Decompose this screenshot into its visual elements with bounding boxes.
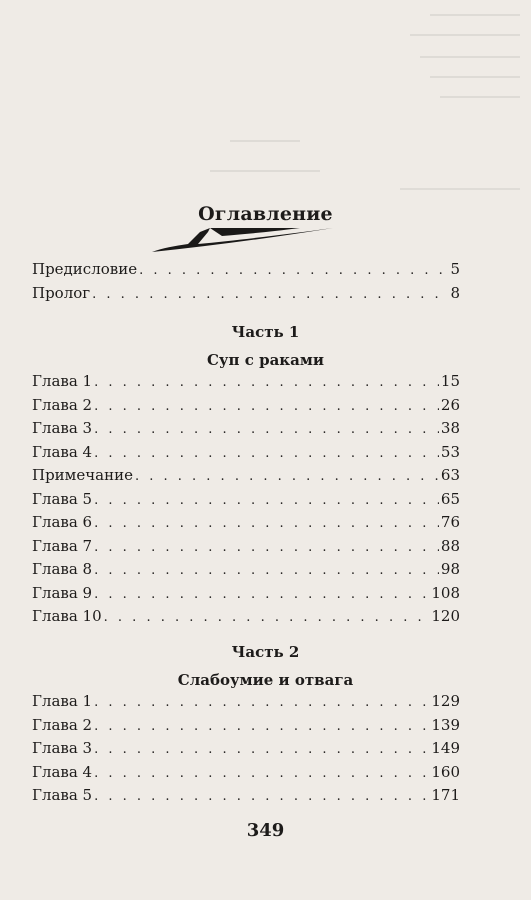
toc-entry — [32, 443, 460, 467]
toc-entry-label: Глава 2 — [32, 395, 93, 414]
toc-entry — [32, 786, 460, 810]
toc-entry-page: 8 — [450, 283, 460, 302]
toc-entry-label: Глава 3 — [32, 739, 93, 757]
leader-dots — [135, 469, 439, 484]
leader-dots — [94, 563, 439, 578]
leader-dots — [139, 263, 448, 278]
part-1-heading: Часть 1 — [231, 323, 300, 341]
leader-dots — [94, 399, 439, 414]
toc-entry — [32, 260, 460, 284]
toc-entry-page: 76 — [440, 513, 460, 531]
toc-entry-page: 88 — [440, 536, 460, 555]
part-2-title: Слабоумие и отвага — [177, 671, 354, 689]
toc-entry-label: Глава 5 — [32, 786, 93, 804]
leader-dots — [94, 493, 439, 508]
toc-entry-page: 15 — [440, 372, 460, 390]
toc-entry-label: Глава 8 — [32, 560, 93, 578]
leader-dots — [94, 446, 439, 461]
title-swoosh-ornament — [150, 224, 335, 258]
toc-entry — [32, 763, 460, 787]
toc-entry-label: Глава 5 — [32, 489, 93, 508]
leader-dots — [94, 742, 429, 757]
toc-entry-label: Глава 1 — [32, 692, 93, 710]
front-matter-list — [32, 260, 460, 307]
leader-dots — [94, 540, 439, 555]
toc-entry — [32, 419, 460, 443]
toc-entry-label: Предисловие — [32, 260, 138, 278]
toc-entry-label: Глава 4 — [32, 442, 93, 461]
toc-entry-label: Глава 1 — [32, 372, 93, 390]
toc-entry-label: Глава 10 — [32, 607, 102, 625]
toc-entry-page: 65 — [440, 489, 460, 508]
toc-entry-page: 108 — [431, 583, 460, 602]
toc-entry — [32, 396, 460, 420]
leader-dots — [94, 516, 439, 531]
leader-dots — [94, 375, 439, 390]
toc-entry-page: 129 — [431, 692, 460, 710]
toc-entry — [32, 739, 460, 763]
toc-entry-page: 139 — [431, 715, 460, 734]
toc-entry-page: 149 — [431, 739, 460, 757]
toc-entry-page: 5 — [450, 260, 460, 278]
page-number: 349 — [246, 820, 285, 841]
toc-entry-label: Глава 6 — [32, 513, 93, 531]
toc-entry — [32, 537, 460, 561]
toc-entry — [32, 560, 460, 584]
show-through-text — [0, 0, 531, 200]
toc-entry — [32, 692, 460, 716]
leader-dots — [94, 422, 439, 437]
toc-entry — [32, 584, 460, 608]
leader-dots — [94, 789, 429, 804]
toc-entry-page: 98 — [440, 560, 460, 578]
toc-entry — [32, 466, 460, 490]
part-2-heading: Часть 2 — [231, 643, 300, 661]
toc-entry-label: Глава 2 — [32, 715, 93, 734]
toc-entry — [32, 607, 460, 631]
part-2-entries — [32, 692, 460, 810]
toc-entry — [32, 716, 460, 740]
leader-dots — [92, 287, 448, 302]
toc-entry-page: 38 — [440, 419, 460, 437]
toc-entry-page: 26 — [440, 395, 460, 414]
toc-entry-page: 171 — [431, 786, 460, 804]
toc-entry — [32, 513, 460, 537]
toc-entry-label: Глава 9 — [32, 583, 93, 602]
leader-dots — [94, 766, 429, 781]
toc-entry — [32, 490, 460, 514]
leader-dots — [94, 587, 429, 602]
toc-entry-label: Пролог — [32, 283, 91, 302]
toc-entry-label: Глава 3 — [32, 419, 93, 437]
toc-entry-label: Глава 4 — [32, 762, 93, 781]
toc-entry-page: 160 — [431, 762, 460, 781]
toc-entry-page: 63 — [440, 466, 460, 484]
part-1-entries — [32, 372, 460, 631]
toc-entry — [32, 372, 460, 396]
part-1-title: Суп с раками — [206, 351, 324, 369]
toc-entry-page: 53 — [440, 442, 460, 461]
leader-dots — [94, 719, 429, 734]
toc-entry — [32, 284, 460, 308]
toc-entry-label: Глава 7 — [32, 536, 93, 555]
leader-dots — [94, 695, 429, 710]
toc-entry-label: Примечание — [32, 466, 133, 484]
toc-entry-page: 120 — [431, 607, 460, 625]
toc-title: Оглавление — [198, 203, 333, 225]
leader-dots — [104, 610, 430, 625]
